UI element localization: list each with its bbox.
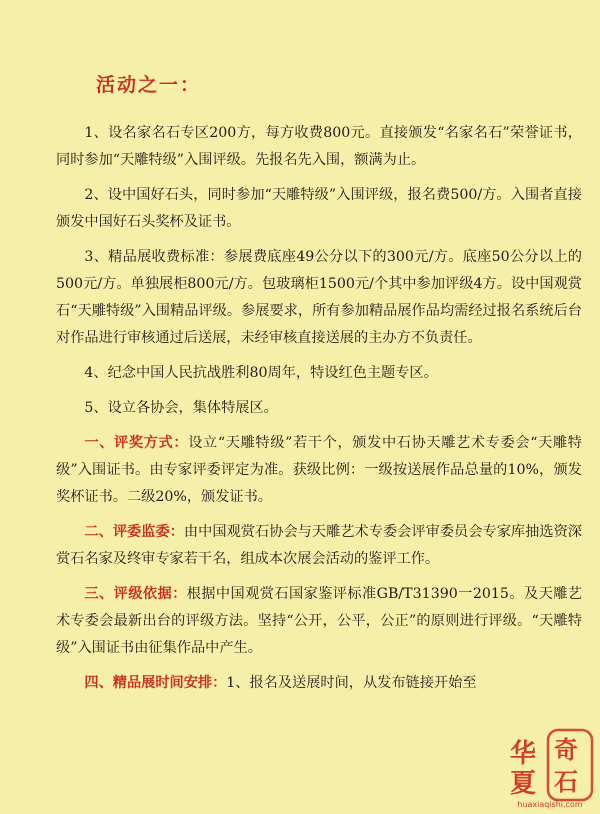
section-judges — [56, 519, 582, 573]
paragraph-4: 4、纪念中国人民抗战胜利80周年，特设红色主题专区。 — [84, 365, 438, 381]
watermark-url: huaxiaqishi.com — [517, 800, 583, 809]
watermark-char-3: 夏 — [510, 769, 537, 799]
paragraph-3: 3、精品展收费标准：参展费底座49公分以下的300元/方。底座50公分以上的500元/方。单独展柜800元/方。包玻璃柜1500元/个其中参加评级4方。设中国观赏石“天雕特级”入围精品评级。参展要求，所有参加精品展作品均需经过报名系统后台对作品进行审核通过后送展，未经审核直接送展的主办方不负责任。 — [56, 249, 582, 346]
paragraph-1: 1、设名家名石专区200方，每方收费800元。直接颁发“名家名石”荣誉证书，同时参加“天雕特级”入围评级。先报名先入围，额满为止。 — [56, 125, 582, 168]
section-text: 由中国观赏石协会与天雕艺术专委会评审委员会专家库抽选资深赏石名家及终审专家若干名，组成本次展会活动的鉴评工作。 — [56, 524, 582, 567]
section-label: 四、精品展时间安排： — [84, 675, 227, 691]
watermark-char-2: 奇 — [554, 736, 578, 764]
section-text: 设立“天雕特级”若干个，颁发中石协天雕艺术专委会“天雕特级”入围证书。由专家评委评定为准。获级比例：一级按送展作品总量的10%，颁发奖杯证书。二级20%，颁发证书。 — [56, 435, 582, 505]
section-label: 三、评级依据： — [84, 586, 187, 602]
paragraph-5: 5、设立各协会，集体特展区。 — [84, 400, 278, 416]
section-label: 一、评奖方式： — [84, 435, 189, 451]
section-heading: 活动之一： — [96, 74, 202, 96]
section-schedule — [56, 670, 582, 697]
watermark-char-4: 石 — [554, 768, 578, 796]
section-grading-basis — [56, 581, 582, 662]
site-watermark-logo — [502, 726, 598, 810]
section-label: 二、评委监委： — [84, 524, 184, 540]
section-text: 1、报名及送展时间，从发布链接开始至 — [226, 675, 477, 691]
document-body — [56, 120, 582, 697]
section-award-method — [56, 430, 582, 511]
paragraph-2: 2、设中国好石头，同时参加“天雕特级”入围评级，报名费500/方。入围者直接颁发中国好石头奖杯及证书。 — [56, 187, 582, 230]
watermark-char-1: 华 — [510, 739, 537, 769]
section-text: 根据中国观赏石国家鉴评标准GB/T31390一2015。及天雕艺术专委会最新出台的评级方法。坚持“公开，公平，公正”的原则进行评级。“天雕特级”入围证书由征集作品中产生。 — [56, 586, 582, 656]
